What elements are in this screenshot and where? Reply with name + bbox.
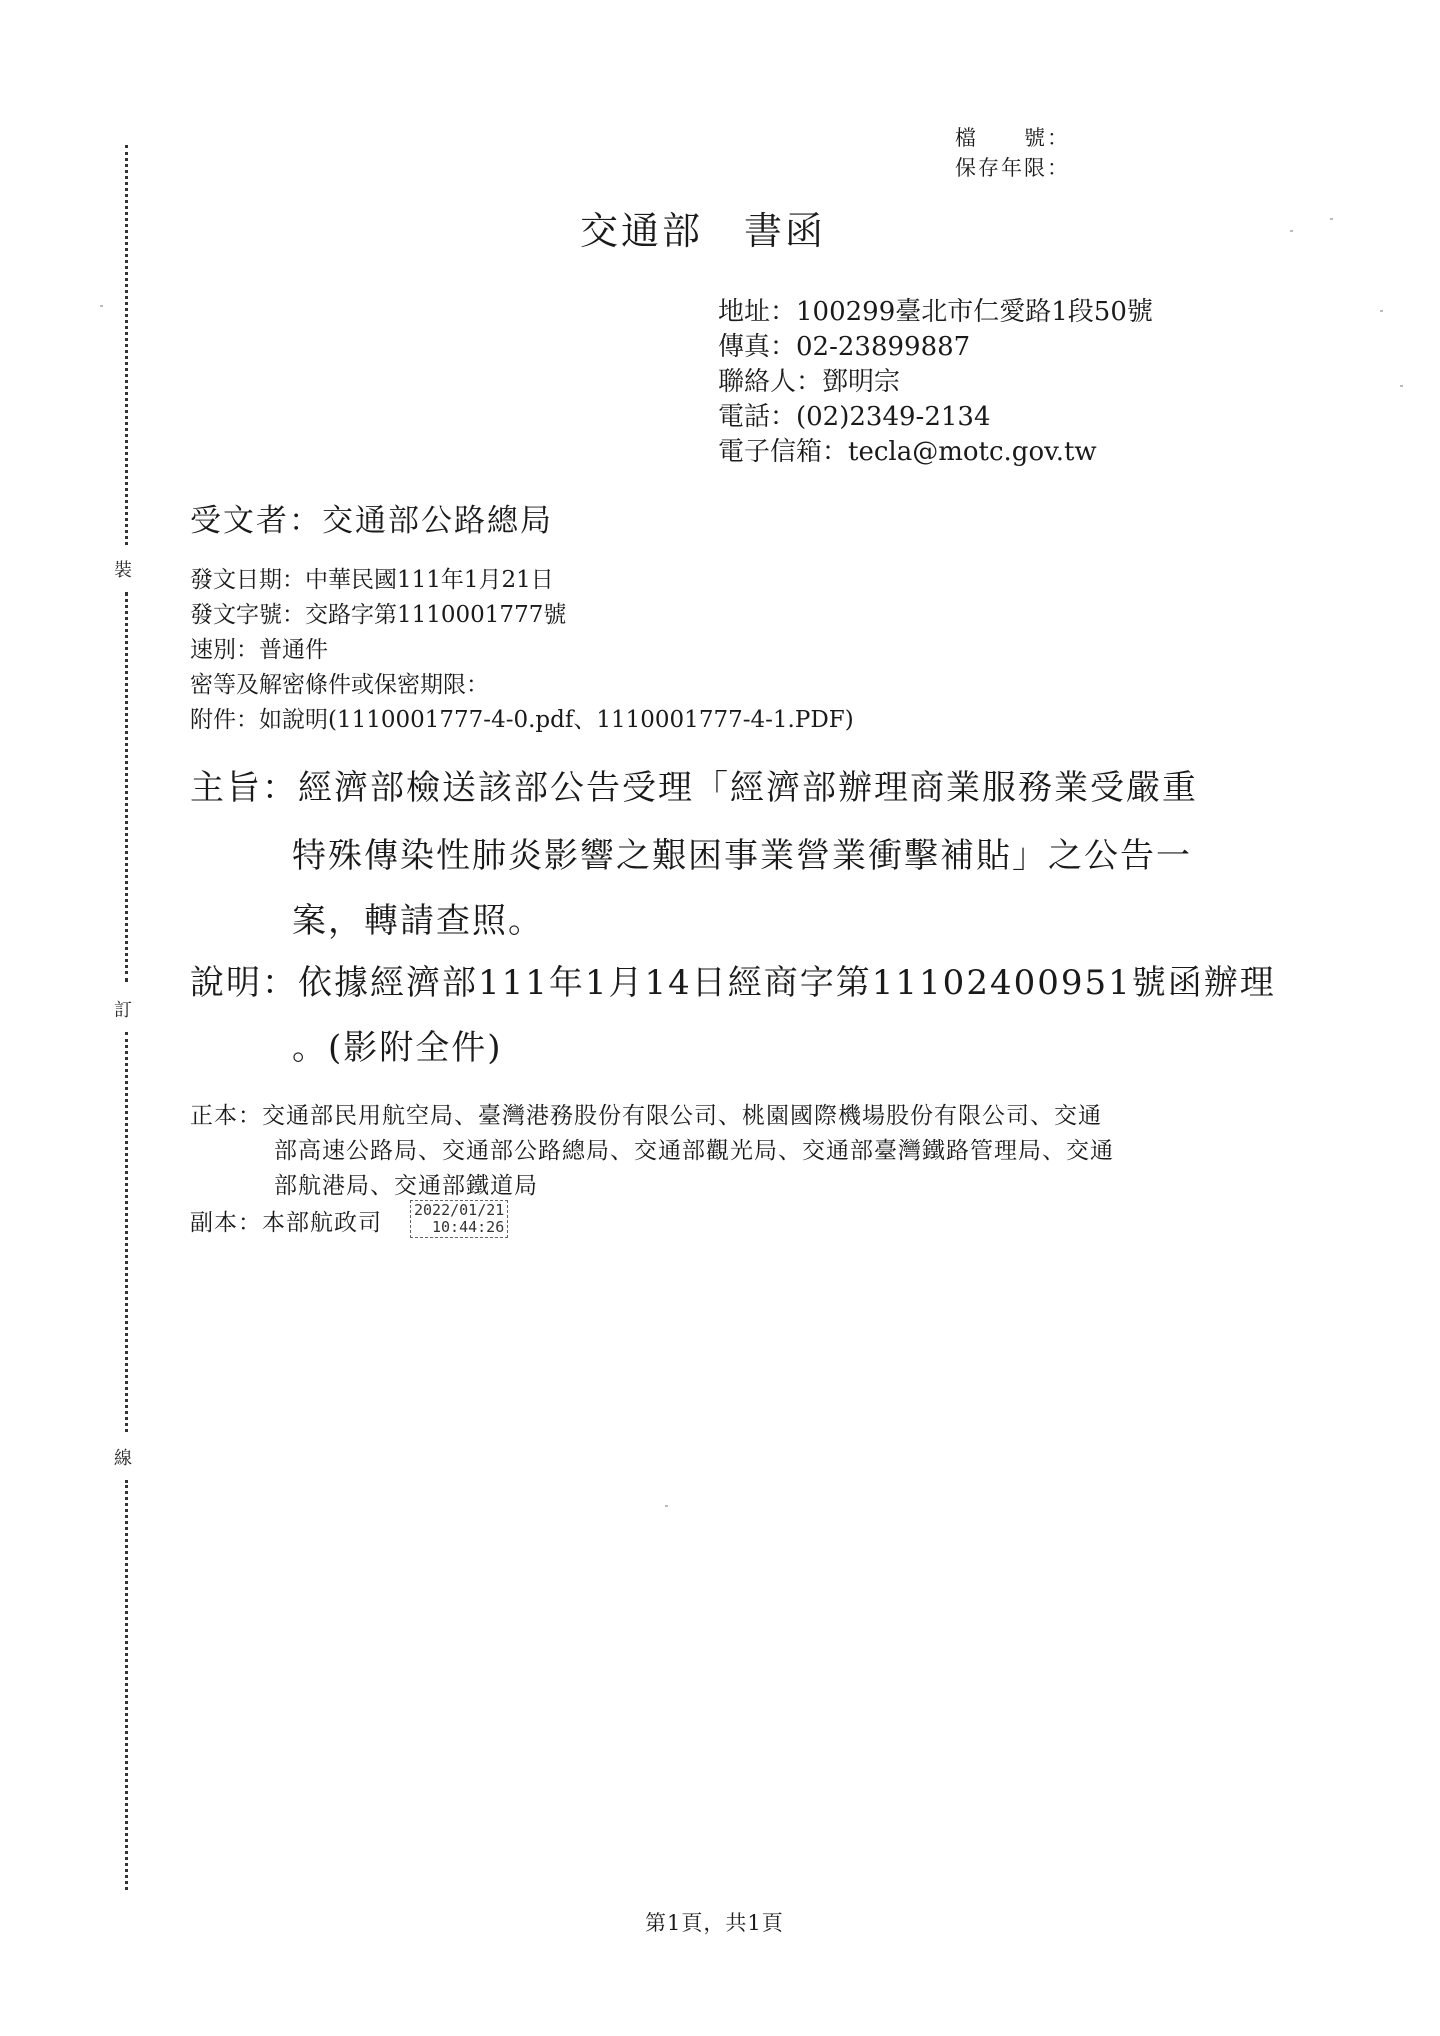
attachment-line: 附件：如說明(1110001777-4-0.pdf、1110001777-4-1.PDF) <box>190 707 854 733</box>
fax-line: 傳真：02-23899887 <box>718 332 971 362</box>
scan-speck <box>100 305 103 307</box>
timestamp-stamp <box>410 1200 508 1238</box>
scan-speck <box>1380 310 1383 312</box>
binding-char-zhuang: 裝 <box>114 560 132 581</box>
original-recipients-line-1: 正本：交通部民用航空局、臺灣港務股份有限公司、桃園國際機場股份有限公司、交通 <box>190 1103 1102 1129</box>
binding-line-bottom <box>125 1480 128 1890</box>
scan-speck <box>1290 230 1293 232</box>
file-number-label: 檔 號： <box>955 126 1070 150</box>
speed-line: 速別：普通件 <box>190 637 328 663</box>
scan-speck <box>1400 385 1403 387</box>
binding-line-upper-middle <box>125 592 128 982</box>
page-number: 第1頁，共1頁 <box>645 1911 784 1935</box>
secrecy-line: 密等及解密條件或保密期限： <box>190 672 489 698</box>
binding-char-xian: 線 <box>114 1448 132 1469</box>
original-recipients-line-3: 部航港局、交通部鐵道局 <box>274 1173 538 1199</box>
binding-line-lower-middle <box>125 1032 128 1432</box>
explanation-line-2: 。(影附全件) <box>292 1028 503 1068</box>
issue-date-line: 發文日期：中華民國111年1月21日 <box>190 567 554 593</box>
document-meta-block <box>190 563 854 738</box>
binding-line-top <box>125 145 128 545</box>
copy-recipients-line: 副本：本部航政司 <box>190 1210 382 1236</box>
subject-line-1: 主旨：經濟部檢送該部公告受理「經濟部辦理商業服務業受嚴重 <box>190 768 1198 808</box>
stamp-time: 10:44:26 <box>432 1218 505 1236</box>
original-recipients-line-2: 部高速公路局、交通部公路總局、交通部觀光局、交通部臺灣鐵路管理局、交通 <box>274 1138 1114 1164</box>
document-title: 交通部 書函 <box>580 209 827 253</box>
stamp-date: 2022/01/21 <box>414 1201 505 1219</box>
explanation-line-1: 說明：依據經濟部111年1月14日經商字第11102400951號函辦理 <box>190 963 1276 1003</box>
subject-line-2: 特殊傳染性肺炎影響之艱困事業營業衝擊補貼」之公告一 <box>292 836 1192 876</box>
email-line: 電子信箱：tecla@motc.gov.tw <box>718 437 1097 467</box>
contact-block <box>718 295 1153 470</box>
subject-line-3: 案，轉請查照。 <box>292 901 544 941</box>
retention-period-label: 保存年限： <box>955 156 1070 180</box>
address-line: 地址：100299臺北市仁愛路1段50號 <box>718 297 1153 327</box>
binding-char-ding: 訂 <box>114 1000 132 1021</box>
document-number-line: 發文字號：交路字第1110001777號 <box>190 602 567 628</box>
recipient-line: 受文者：交通部公路總局 <box>190 503 553 539</box>
contact-person-line: 聯絡人：鄧明宗 <box>718 367 901 397</box>
scan-speck <box>665 1505 668 1507</box>
scan-speck <box>1330 218 1333 220</box>
phone-line: 電話：(02)2349-2134 <box>718 402 991 432</box>
